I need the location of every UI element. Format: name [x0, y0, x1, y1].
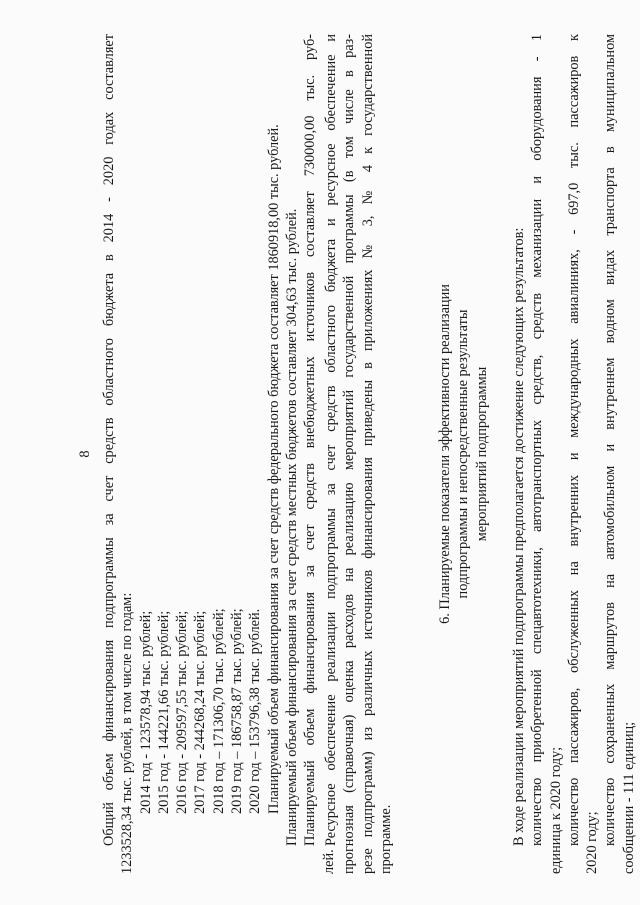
- section-heading-line: 6. Планируемые показатели эффективности реализации: [437, 284, 453, 624]
- financing-year-item: 2014 год - 123578,94 тыс. рублей;: [137, 610, 154, 814]
- results-line: В ходе реализации мероприятий подпрограммы предполагается достижение следующих результатов:: [511, 227, 527, 846]
- financing-year-item: 2020 год – 153796,38 тыс. рублей.: [247, 608, 264, 814]
- resources-line: Ресурсное обеспечение реализации подпрограммы за счет средств областного бюджета и ресурсное обеспечение и: [323, 34, 339, 846]
- section-6-heading: [436, 34, 491, 874]
- page-number: 8: [77, 450, 93, 458]
- financing-line: 1233528,34 тыс. рублей, в том числе по годам:: [119, 592, 136, 874]
- section-heading-line: подпрограммы и непосредственные результаты: [455, 309, 472, 599]
- financing-line: Общий объем финансирования подпрограммы за счет средств областного бюджета в 2014 - 2020 годах составляет: [101, 34, 117, 846]
- results-line: 2020 году;: [584, 811, 601, 874]
- financing-year-item: 2017 год - 244268,24 тыс. рублей;: [192, 610, 209, 814]
- results-line: сообщении - 111 единиц;: [620, 721, 637, 874]
- results-line: единица к 2020 году;: [547, 746, 564, 874]
- financing-year-item: 2019 год – 186758,87 тыс. рублей;: [229, 608, 246, 814]
- resources-line: прогнозная (справочная) оценка расходов на реализацию мероприятий государственной программы (в том числе в раз-: [341, 34, 358, 874]
- planned-funding-line: Планируемый объем финансирования за счет средств внебюджетных источников составляет 730000,00 тыс. руб-: [302, 34, 319, 846]
- financing-year-item: 2015 год - 144221,66 тыс. рублей;: [155, 610, 172, 814]
- resources-line: программе.: [377, 804, 394, 874]
- results-line: количество приобретенной спецавтотехники, автотранспортных средств, средств механизации и оборудования - 1: [529, 34, 546, 846]
- rotated-text-content: [28, 34, 637, 874]
- results-line: количество пассажиров, обслуженных на внутренних и международных авиалиниях, - 697,0 тыс. пассажиров к: [565, 34, 582, 846]
- planned-funding-line: Планируемый объем финансирования за счет средств федерального бюджета составляет 1860918,00 тыс. рублей.: [265, 124, 282, 814]
- financing-paragraph: [100, 34, 338, 874]
- financing-year-item: 2016 год - 209597,55 тыс. рублей;: [174, 610, 191, 814]
- section-heading-line: мероприятий подпрограммы: [473, 366, 490, 542]
- financing-year-item: 2018 год – 171306,70 тыс. рублей;: [210, 608, 227, 814]
- results-line: количество сохраненных маршрутов на автомобильном и внутреннем водном видах транспорта в муниципальном: [602, 34, 619, 846]
- planned-funding-line: лей.: [320, 849, 337, 874]
- results-paragraph: [510, 34, 638, 874]
- resources-line: резе подпрограмм) из различных источников финансирования приведены в приложениях № 3, № 4 к государственной: [359, 34, 376, 874]
- resources-paragraph: [322, 34, 395, 874]
- planned-funding-line: Планируемый объем финансирования за счет средств местных бюджетов составляет 304,63 тыс. рублей.: [283, 208, 300, 846]
